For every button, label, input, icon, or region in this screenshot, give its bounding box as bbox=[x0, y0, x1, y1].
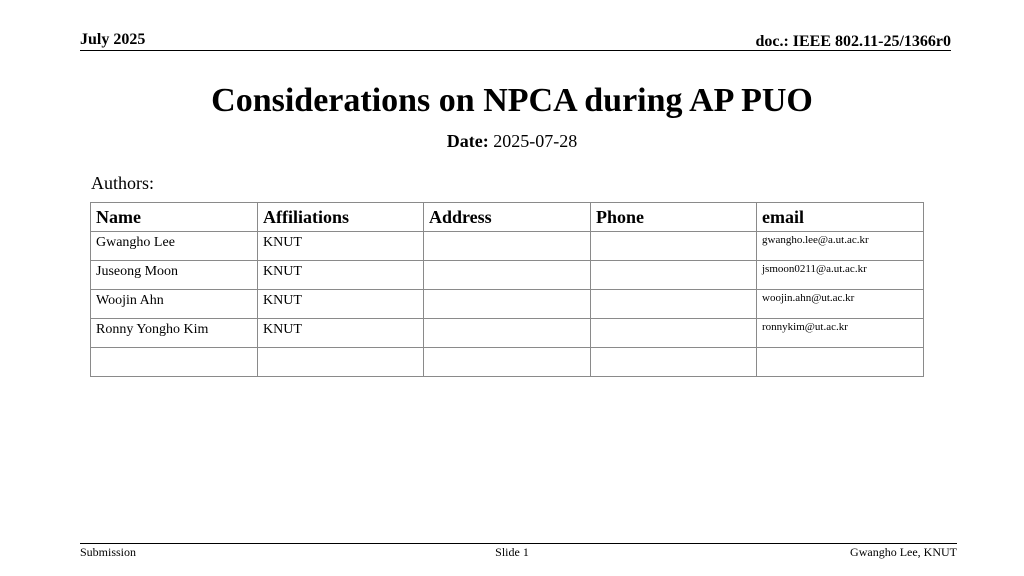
table-row bbox=[91, 232, 924, 261]
column-header-email: email bbox=[757, 203, 924, 232]
author-affiliation: KNUT bbox=[258, 290, 424, 319]
header-divider bbox=[80, 50, 951, 51]
header-date: July 2025 bbox=[80, 31, 146, 48]
table-row bbox=[91, 290, 924, 319]
footer-divider bbox=[80, 543, 957, 544]
author-affiliation: KNUT bbox=[258, 319, 424, 348]
author-address bbox=[424, 290, 591, 319]
footer-slide-number: Slide 1 bbox=[495, 545, 529, 559]
author-name: Gwangho Lee bbox=[91, 232, 258, 261]
author-name: Juseong Moon bbox=[91, 261, 258, 290]
table-row bbox=[91, 261, 924, 290]
author-affiliation: KNUT bbox=[258, 261, 424, 290]
date-line bbox=[0, 131, 1024, 152]
author-name: Ronny Yongho Kim bbox=[91, 319, 258, 348]
author-phone bbox=[591, 290, 757, 319]
table-row bbox=[91, 319, 924, 348]
author-affiliation: KNUT bbox=[258, 232, 424, 261]
slide-title: Considerations on NPCA during AP PUO bbox=[211, 82, 813, 119]
author-email: woojin.ahn@ut.ac.kr bbox=[757, 290, 924, 319]
author-address bbox=[424, 319, 591, 348]
author-name bbox=[91, 348, 258, 377]
column-header-name: Name bbox=[91, 203, 258, 232]
author-name: Woojin Ahn bbox=[91, 290, 258, 319]
author-email bbox=[757, 348, 924, 377]
author-phone bbox=[591, 319, 757, 348]
authors-table bbox=[90, 202, 924, 377]
column-header-address: Address bbox=[424, 203, 591, 232]
author-email: gwangho.lee@a.ut.ac.kr bbox=[757, 232, 924, 261]
date-label: Date: bbox=[446, 131, 489, 151]
author-affiliation bbox=[258, 348, 424, 377]
author-phone bbox=[591, 232, 757, 261]
header-doc-id: doc.: IEEE 802.11-25/1366r0 bbox=[755, 33, 951, 50]
authors-label: Authors: bbox=[91, 173, 154, 193]
footer-author: Gwangho Lee, KNUT bbox=[850, 545, 957, 559]
author-address bbox=[424, 261, 591, 290]
author-phone bbox=[591, 348, 757, 377]
column-header-affiliations: Affiliations bbox=[258, 203, 424, 232]
author-email: jsmoon0211@a.ut.ac.kr bbox=[757, 261, 924, 290]
author-address bbox=[424, 348, 591, 377]
date-value: 2025-07-28 bbox=[493, 131, 578, 151]
author-phone bbox=[591, 261, 757, 290]
author-address bbox=[424, 232, 591, 261]
author-email: ronnykim@ut.ac.kr bbox=[757, 319, 924, 348]
footer-submission: Submission bbox=[80, 545, 137, 559]
column-header-phone: Phone bbox=[591, 203, 757, 232]
table-row bbox=[91, 348, 924, 377]
table-header-row bbox=[91, 203, 924, 232]
